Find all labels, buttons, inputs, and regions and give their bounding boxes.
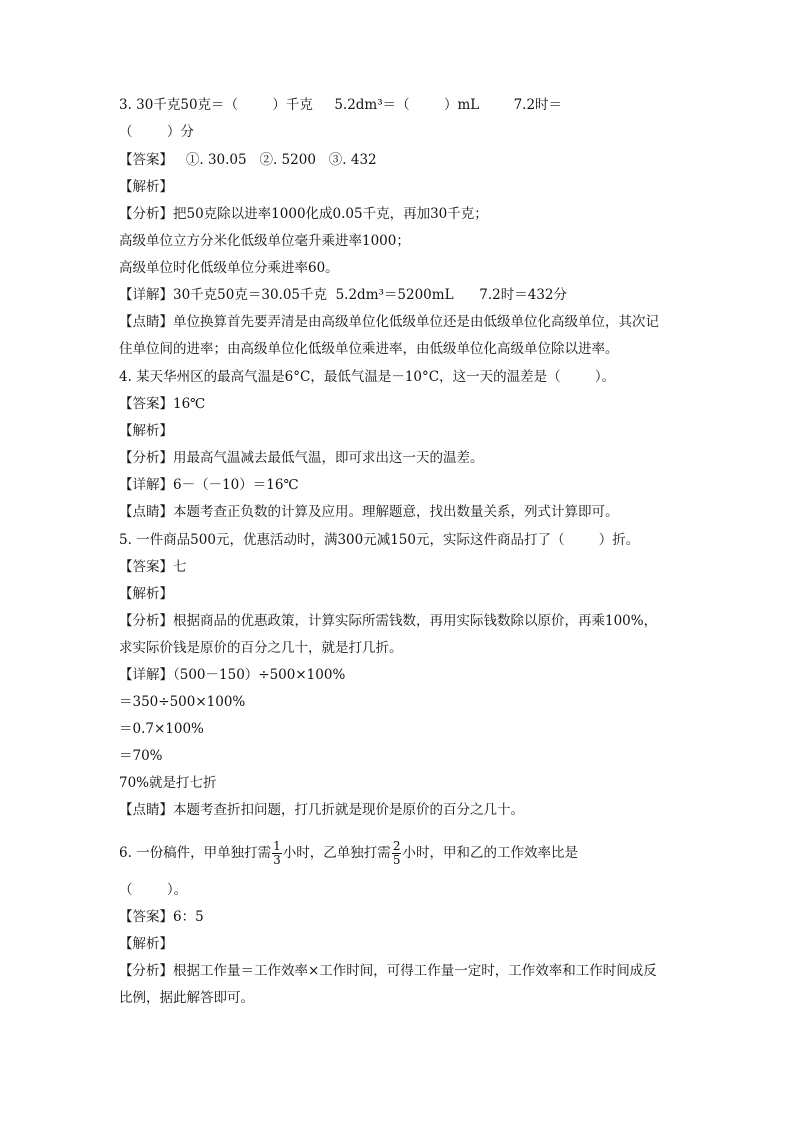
q6-analysis-line1: 【分析】根据工作量＝工作效率×工作时间，可得工作量一定时，工作效率和工作时间成反 — [119, 963, 657, 979]
q4-answer: 【答案】16℃ — [119, 396, 206, 412]
fraction-numerator: 2 — [392, 839, 401, 853]
q4-question-line1: 4. 某天华州区的最高气温是6°C，最低气温是－10°C，这一天的温差是（ ）。 — [119, 369, 616, 385]
q6-question-line1 — [119, 840, 578, 867]
q3-comment-line2: 住单位间的进率；由高级单位化低级单位乘进率，由低级单位化高级单位除以进率。 — [119, 341, 619, 357]
q5-answer: 【答案】七 — [119, 559, 187, 575]
q5-detail-line5: 70%就是打七折 — [119, 775, 217, 791]
fraction-two-fifths — [392, 840, 402, 867]
fraction-denominator: 3 — [273, 853, 281, 867]
q6-analysis-line2: 比例，据此解答即可。 — [119, 990, 254, 1006]
q5-analysis-line1: 【分析】根据商品的优惠政策，计算实际所需钱数，再用实际钱数除以原价，再乘100%， — [119, 613, 658, 629]
q5-analysis-header: 【解析】 — [119, 586, 173, 602]
q3-analysis-line1: 【分析】把50克除以进率1000化成0.05千克，再加30千克； — [119, 206, 488, 222]
q5-detail-line4: ＝70% — [119, 748, 163, 764]
q6-question-text-b: 小时，乙单独打需 — [282, 845, 391, 861]
q3-question-line1: 3. 30千克50克＝（ ）千克 5.2dm³＝（ ）mL 7.2时＝ — [119, 97, 563, 113]
q5-detail-line3: ＝0.7×100% — [119, 721, 204, 737]
q3-detail: 【详解】30千克50克＝30.05千克 5.2dm³＝5200mL 7.2时＝432分 — [119, 287, 568, 303]
fraction-denominator: 5 — [392, 853, 401, 867]
q6-analysis-header: 【解析】 — [119, 936, 173, 952]
q4-analysis: 【分析】用最高气温减去最低气温，即可求出这一天的温差。 — [119, 450, 484, 466]
q3-analysis-header: 【解析】 — [119, 179, 173, 195]
q5-detail-line1: 【详解】（500－150）÷500×100% — [119, 667, 346, 683]
q6-answer: 【答案】6：5 — [119, 909, 204, 925]
q4-comment: 【点睛】本题考查正负数的计算及应用。理解题意，找出数量关系，列式计算即可。 — [119, 504, 619, 520]
q6-question-text-a: 6. 一份稿件，甲单独打需 — [119, 845, 272, 861]
q5-detail-line2: ＝350÷500×100% — [119, 694, 246, 710]
q5-question-line1: 5. 一件商品500元，优惠活动时，满300元减150元，实际这件商品打了（ ）折。 — [119, 532, 640, 548]
q5-comment: 【点睛】本题考查折扣问题，打几折就是现价是原价的百分之几十。 — [119, 802, 524, 818]
q3-answer: 【答案】 ①. 30.05 ②. 5200 ③. 432 — [119, 152, 377, 168]
q4-detail: 【详解】6－（－10）＝16℃ — [119, 477, 299, 493]
fraction-one-third — [272, 840, 282, 867]
q3-analysis-line3: 高级单位时化低级单位分乘进率60。 — [119, 260, 339, 276]
q3-comment-line1: 【点睛】单位换算首先要弄清是由高级单位化低级单位还是由低级单位化高级单位，其次记 — [119, 314, 659, 330]
q6-question-text-c: 小时，甲和乙的工作效率比是 — [402, 845, 578, 861]
q6-question-line2: （ ）。 — [119, 882, 188, 898]
q3-analysis-line2: 高级单位立方分米化低级单位毫升乘进率1000； — [119, 233, 410, 249]
q3-question-line2: （ ）分 — [119, 124, 194, 140]
q5-analysis-line2: 求实际价钱是原价的百分之几十，就是打几折。 — [119, 640, 403, 656]
fraction-numerator: 1 — [273, 839, 281, 853]
q4-analysis-header: 【解析】 — [119, 423, 173, 439]
